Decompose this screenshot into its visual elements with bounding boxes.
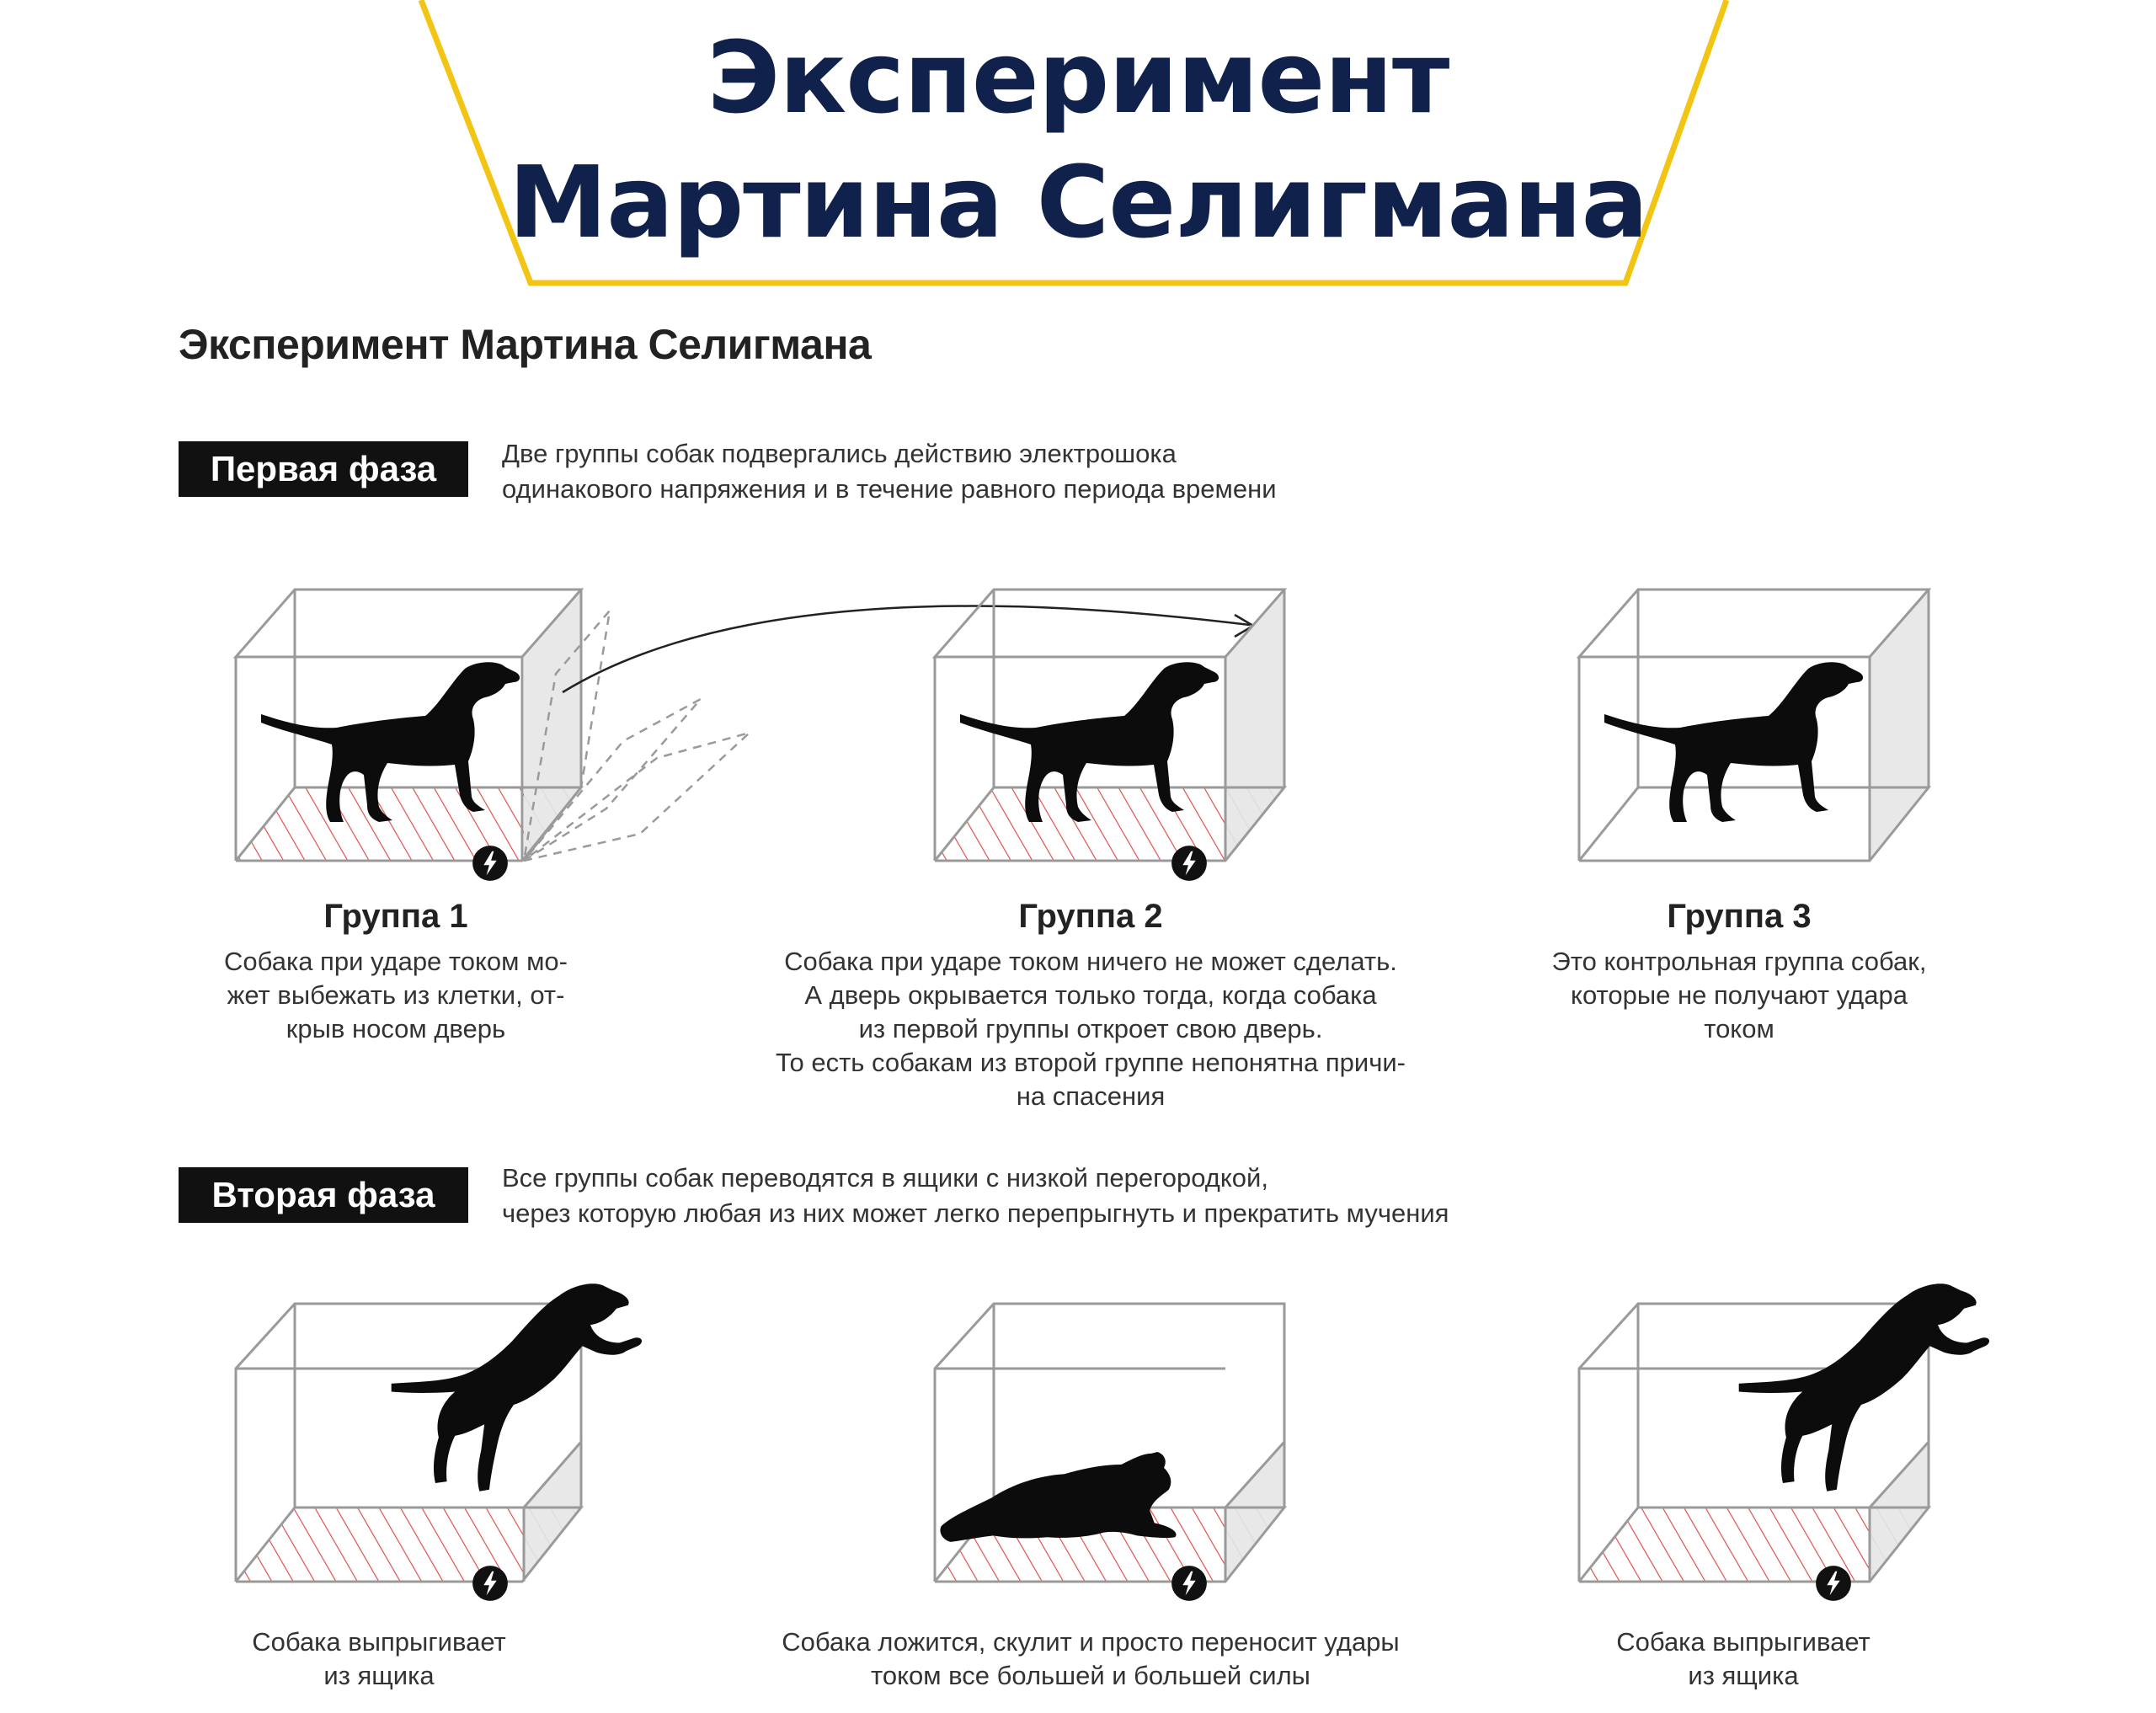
phase2-caption-2: Собака ложится, скулит и просто переносит удары током все большей и большей силы xyxy=(782,1627,1400,1690)
lightning-bolt-icon xyxy=(472,846,508,881)
phase1-box-group3 xyxy=(1579,590,1929,861)
lightning-bolt-icon xyxy=(472,1566,508,1601)
main-title-line1: Эксперимент xyxy=(707,19,1449,136)
phase1-description: Две группы собак подвергались действию электрошока одинакового напряжения и в течение равного периода времени xyxy=(502,439,1277,504)
group2-caption: Собака при ударе током ничего не может сделать. А дверь окрывается только тогда, когда собака из первой группы откроет свою дверь. То есть собакам из второй группе непонятна причи- на спасения xyxy=(775,947,1406,1111)
phase2-caption-1: Собака выпрыгивает из ящика xyxy=(252,1627,506,1690)
phase2-description: Все группы собак переводятся в ящики с низкой перегородкой, через которую любая из них может легко перепрыгнуть и прекратить мучения xyxy=(502,1163,1449,1228)
phase2-label: Вторая фаза xyxy=(179,1167,468,1223)
dog-icon-lying xyxy=(940,1452,1176,1542)
transfer-arrow xyxy=(563,606,1250,692)
phase1-box-group1 xyxy=(236,590,750,881)
phase1-label: Первая фаза xyxy=(179,441,468,497)
diagram-subtitle: Эксперимент Мартина Селигмана xyxy=(179,321,872,368)
lightning-bolt-icon xyxy=(1171,846,1207,881)
main-title-line2: Мартина Селигмана xyxy=(508,144,1648,260)
phase1-box-group2 xyxy=(935,590,1284,881)
group1-caption: Собака при ударе током мо- жет выбежать из клетки, от- крыв носом дверь xyxy=(224,947,568,1043)
dog-icon-group3-phase1 xyxy=(1604,662,1863,822)
group1-title: Группа 1 xyxy=(323,898,468,935)
phase2-box-2 xyxy=(935,1304,1284,1601)
phase2-caption-3: Собака выпрыгивает из ящика xyxy=(1616,1627,1870,1690)
lightning-bolt-icon xyxy=(1816,1566,1851,1601)
phase2-box-3 xyxy=(1579,1283,1989,1601)
lightning-bolt-icon xyxy=(1171,1566,1207,1601)
group2-title: Группа 2 xyxy=(1018,898,1163,935)
group3-caption: Это контрольная группа собак, которые не получают удара током xyxy=(1551,947,1927,1043)
dog-icon-jumping-2 xyxy=(1739,1283,1989,1491)
dog-icon-jumping-1 xyxy=(392,1283,642,1491)
phase2-box-1 xyxy=(236,1283,642,1601)
group3-title: Группа 3 xyxy=(1667,898,1812,935)
